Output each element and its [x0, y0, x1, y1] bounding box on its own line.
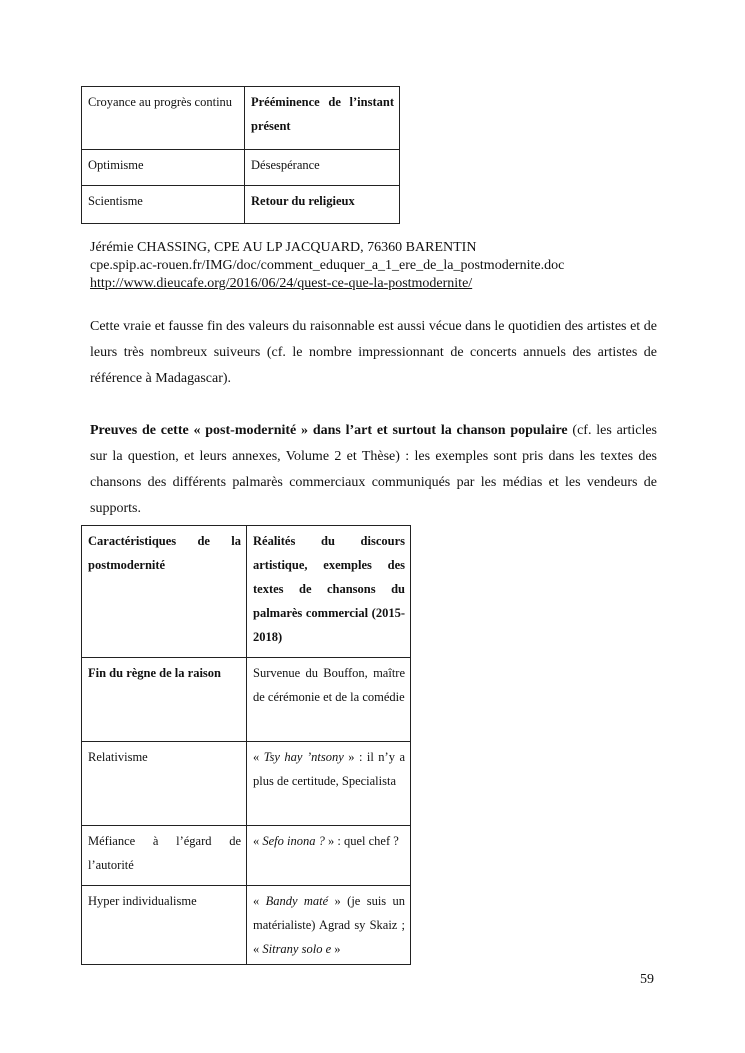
table-cell: Hyper individualisme: [82, 886, 247, 965]
song-title: Bandy maté: [265, 894, 329, 908]
table-cell: Croyance au progrès continu: [82, 87, 245, 150]
quote-rest: » : il n’y a plus de certitude, Specialista: [253, 750, 405, 788]
quote-open: «: [253, 894, 266, 908]
table-cell: Optimisme: [82, 150, 245, 186]
quote-open: «: [253, 834, 263, 848]
table-row: [82, 886, 411, 965]
header-cell: Réalités du discours artistique, exemples des textes de chansons du palmarès commercial (2015-2018): [247, 526, 411, 658]
table-cell: Désespérance: [245, 150, 400, 186]
table-cell: Méfiance à l’égard de l’autorité: [82, 826, 247, 886]
table-header-row: [82, 526, 411, 658]
quote-rest: »: [331, 942, 341, 956]
table-cell: Prééminence de l’instant présent: [245, 87, 400, 150]
table-row: [82, 826, 411, 886]
table-cell: Relativisme: [82, 742, 247, 826]
table-cell: [247, 886, 411, 965]
song-title: Sefo inona ?: [262, 834, 325, 848]
comparison-table-top: [81, 86, 400, 224]
paragraph-evidence: [90, 418, 657, 522]
source-citation: [90, 239, 670, 293]
table-row: [82, 658, 411, 742]
citation-link[interactable]: http://www.dieucafe.org/2016/06/24/quest-ce-que-la-postmodernite/: [90, 276, 473, 291]
quote-rest: » : quel chef ?: [324, 834, 399, 848]
paragraph-values: Cette vraie et fausse fin des valeurs du raisonnable est aussi vécue dans le quotidien des artistes et de leurs très nombreux suiveurs (cf. le nombre impressionnant de concerts annuels des artistes de référence à Madagascar).: [90, 319, 657, 386]
paragraph-bold-lead: Preuves de cette « post-modernité » dans l’art et surtout la chanson populaire: [90, 423, 568, 438]
citation-doc-path: cpe.spip.ac-rouen.fr/IMG/doc/comment_eduquer_a_1_ere_de_la_postmodernite.doc: [90, 258, 565, 273]
song-title: Tsy hay ’ntsony: [263, 750, 344, 764]
song-title: Sitrany solo e: [262, 942, 332, 956]
table-cell: [247, 742, 411, 826]
table-row: [82, 742, 411, 826]
quote-open: «: [253, 750, 264, 764]
table-cell: Scientisme: [82, 186, 245, 224]
paragraph-rest: (cf. les articles sur la question, et leurs annexes, Volume 2 et Thèse) : les exemples sont pris dans les textes des chansons des différents palmarès commerciaux communiqués par les médias et les vendeurs de supports.: [90, 423, 658, 516]
postmodernity-table: [81, 525, 411, 965]
page-number: 59: [640, 972, 654, 987]
table-cell: [247, 826, 411, 886]
table-row: [82, 186, 400, 224]
table-cell: Retour du religieux: [245, 186, 400, 224]
table-row: [82, 150, 400, 186]
table-row: [82, 87, 400, 150]
citation-author: Jérémie CHASSING, CPE AU LP JACQUARD, 76360 BARENTIN: [90, 240, 477, 255]
table-cell: Survenue du Bouffon, maître de cérémonie et de la comédie: [247, 658, 411, 742]
table-cell: Fin du règne de la raison: [82, 658, 247, 742]
quote-middle: » (je suis un matérialiste) Agrad sy Skaiz ; «: [253, 894, 406, 956]
header-cell: Caractéristiques de la postmodernité: [82, 526, 247, 658]
